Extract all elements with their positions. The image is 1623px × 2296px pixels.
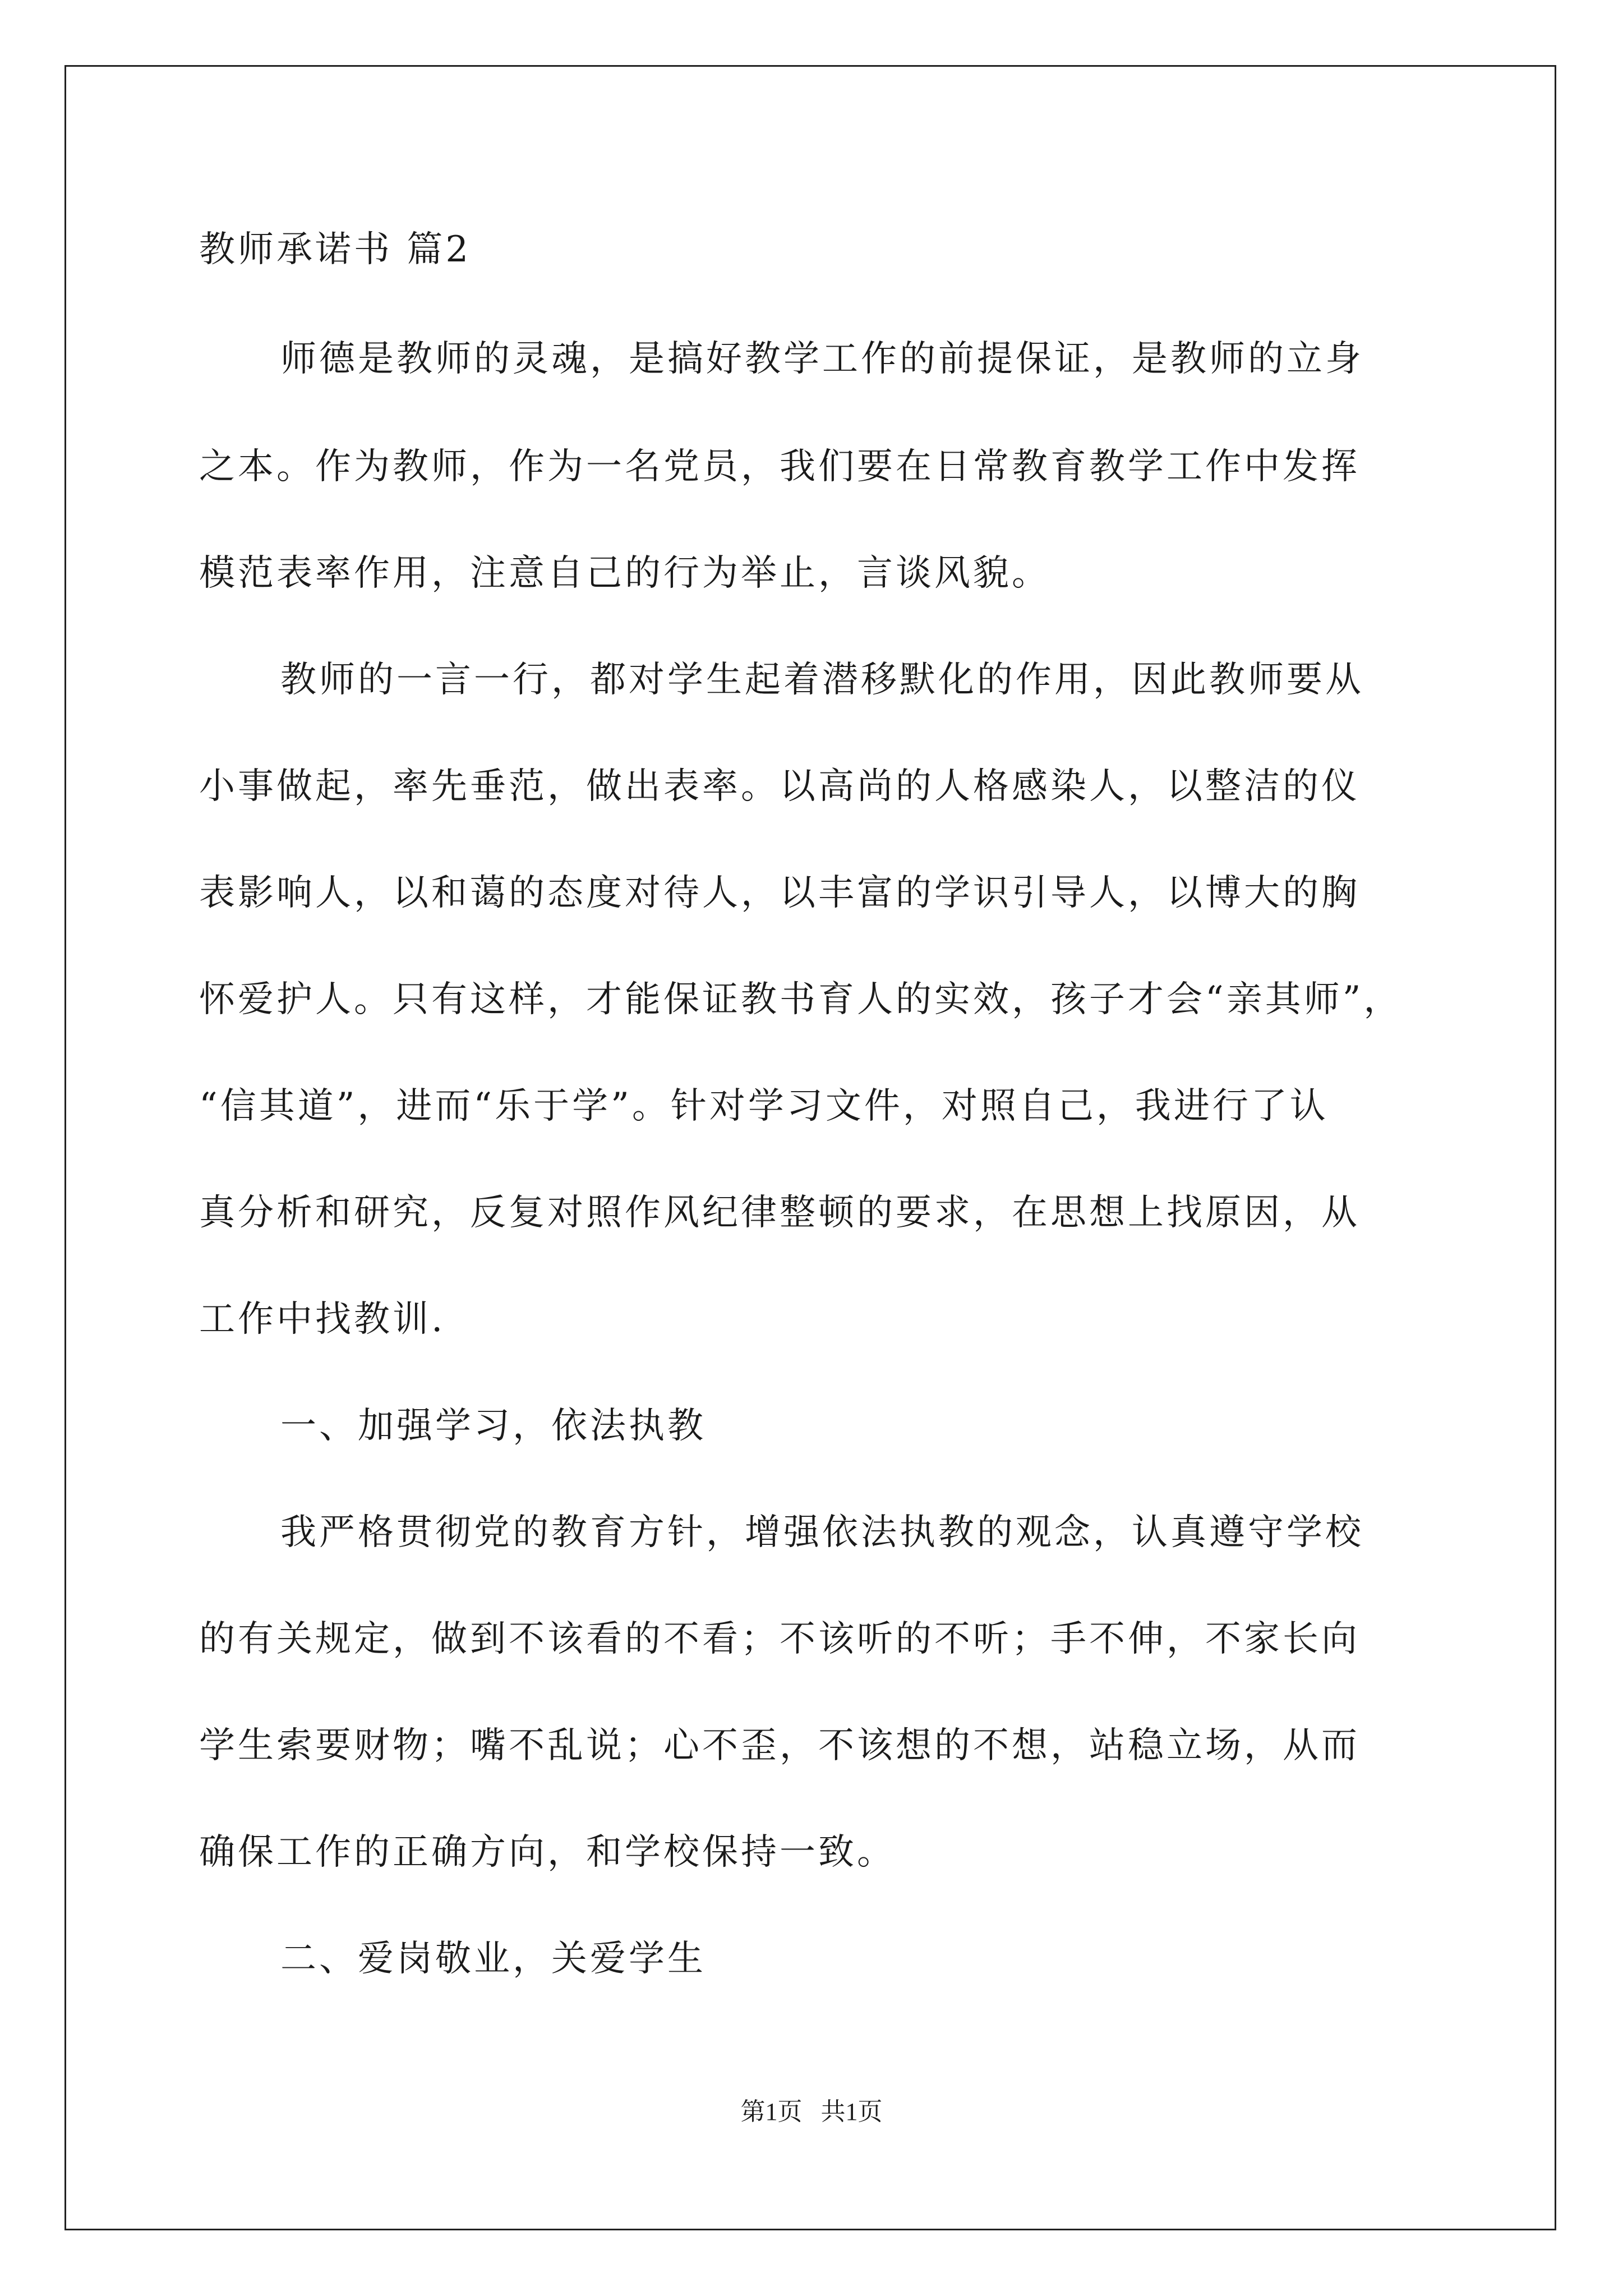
paragraph-line: “信其道”，进而“乐于学”。针对学习文件，对照自己，我进行了认	[199, 1085, 1329, 1127]
paragraph-line: 工作中找教训.	[199, 1299, 446, 1340]
page-footer: 第1页 共1页	[740, 2098, 883, 2125]
section-heading: 二、爱岗敬业，关爱学生	[280, 1938, 706, 1980]
paragraph-line: 的有关规定，做到不该看的不看；不该听的不听；手不伸，不家长向	[199, 1618, 1360, 1660]
paragraph-line: 师德是教师的灵魂，是搞好教学工作的前提保证，是教师的立身	[280, 338, 1364, 380]
paragraph-line: 之本。作为教师，作为一名党员，我们要在日常教育教学工作中发挥	[199, 446, 1360, 487]
document-heading: 教师承诺书 篇2	[199, 229, 472, 270]
paragraph-line: 教师的一言一行，都对学生起着潜移默化的作用，因此教师要从	[280, 659, 1364, 701]
paragraph-line: 怀爱护人。只有这样，才能保证教书育人的实效，孩子才会“亲其师”，	[199, 979, 1403, 1020]
paragraph-line: 我严格贯彻党的教育方针，增强依法执教的观念，认真遵守学校	[280, 1512, 1364, 1553]
page-border	[64, 65, 1556, 2230]
paragraph-line: 确保工作的正确方向，和学校保持一致。	[199, 1832, 896, 1873]
paragraph-line: 真分析和研究，反复对照作风纪律整顿的要求，在思想上找原因，从	[199, 1192, 1360, 1234]
paragraph-line: 学生索要财物；嘴不乱说；心不歪，不该想的不想，站稳立场，从而	[199, 1725, 1360, 1766]
paragraph-line: 模范表率作用，注意自己的行为举止，言谈风貌。	[199, 553, 1050, 594]
paragraph-line: 表影响人，以和蔼的态度对待人，以丰富的学识引导人，以博大的胸	[199, 872, 1360, 914]
paragraph-line: 小事做起，率先垂范，做出表率。以高尚的人格感染人，以整洁的仪	[199, 766, 1360, 807]
section-heading: 一、加强学习，依法执教	[280, 1405, 706, 1447]
